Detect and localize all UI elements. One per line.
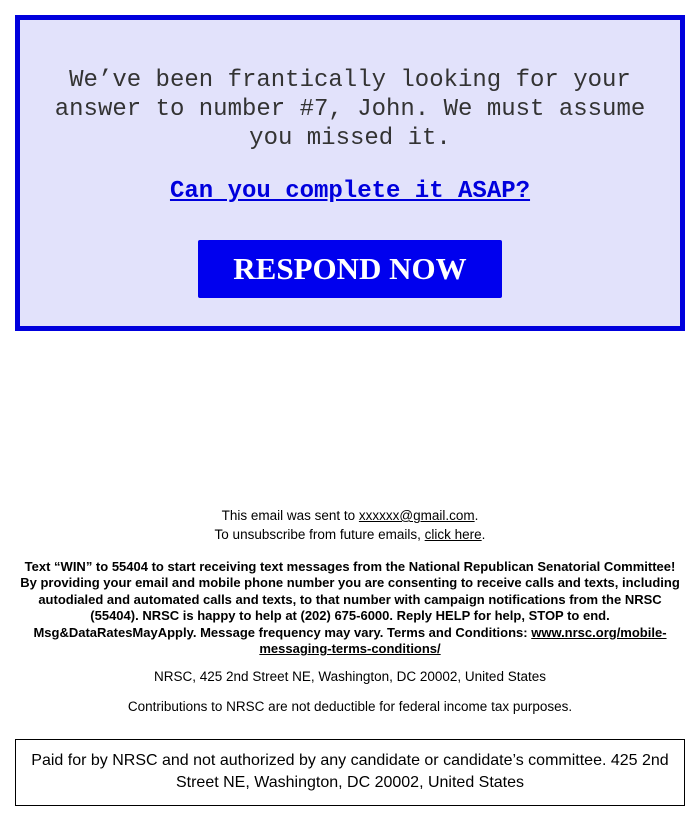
recipient-email-link[interactable]: xxxxxx@gmail.com bbox=[358, 508, 475, 523]
terms-conditions-link[interactable]: www.nrsc.org/mobile-messaging-terms-conditions/ bbox=[259, 624, 667, 657]
complete-survey-link-wrap bbox=[20, 177, 680, 207]
unsubscribe-prefix: To unsubscribe from future emails, bbox=[214, 527, 425, 542]
sms-consent-text bbox=[15, 559, 685, 657]
email-sent-notice bbox=[15, 506, 685, 544]
paid-for-disclaimer-box bbox=[15, 739, 685, 806]
unsubscribe-suffix: . bbox=[481, 527, 486, 542]
paid-for-disclaimer: Paid for by NRSC and not authorized by any candidate or candidate’s committee. 425 2nd Street NE, Washington, DC 20002, United States bbox=[31, 752, 669, 791]
sent-suffix: . bbox=[474, 508, 479, 523]
mailing-address: NRSC, 425 2nd Street NE, Washington, DC 20002, United States bbox=[154, 669, 546, 684]
sent-prefix: This email was sent to bbox=[221, 508, 359, 523]
survey-reminder-panel bbox=[15, 15, 685, 331]
respond-now-button[interactable]: RESPOND NOW bbox=[198, 240, 502, 298]
complete-survey-link[interactable]: Can you complete it ASAP? bbox=[169, 178, 531, 205]
unsubscribe-link[interactable]: click here bbox=[424, 527, 482, 542]
reminder-message: We’ve been frantically looking for your answer to number #7, John. We must assume you missed it. bbox=[54, 67, 646, 152]
sms-consent-body: Text “WIN” to 55404 to start receiving text messages from the National Republican Senatorial Committee! By providing your email and mobile phone number you are consenting to receive calls and texts, including autodialed and automated calls and texts, to that number with campaign notifications from the NRSC (55404). NRSC is happy to help at (202) 675-6000. Reply HELP for help, STOP to end. Msg&DataRatesMayApply. Message frequency may vary. Terms and Conditions: bbox=[20, 559, 680, 640]
contributions-disclaimer: Contributions to NRSC are not deductible for federal income tax purposes. bbox=[127, 699, 573, 714]
